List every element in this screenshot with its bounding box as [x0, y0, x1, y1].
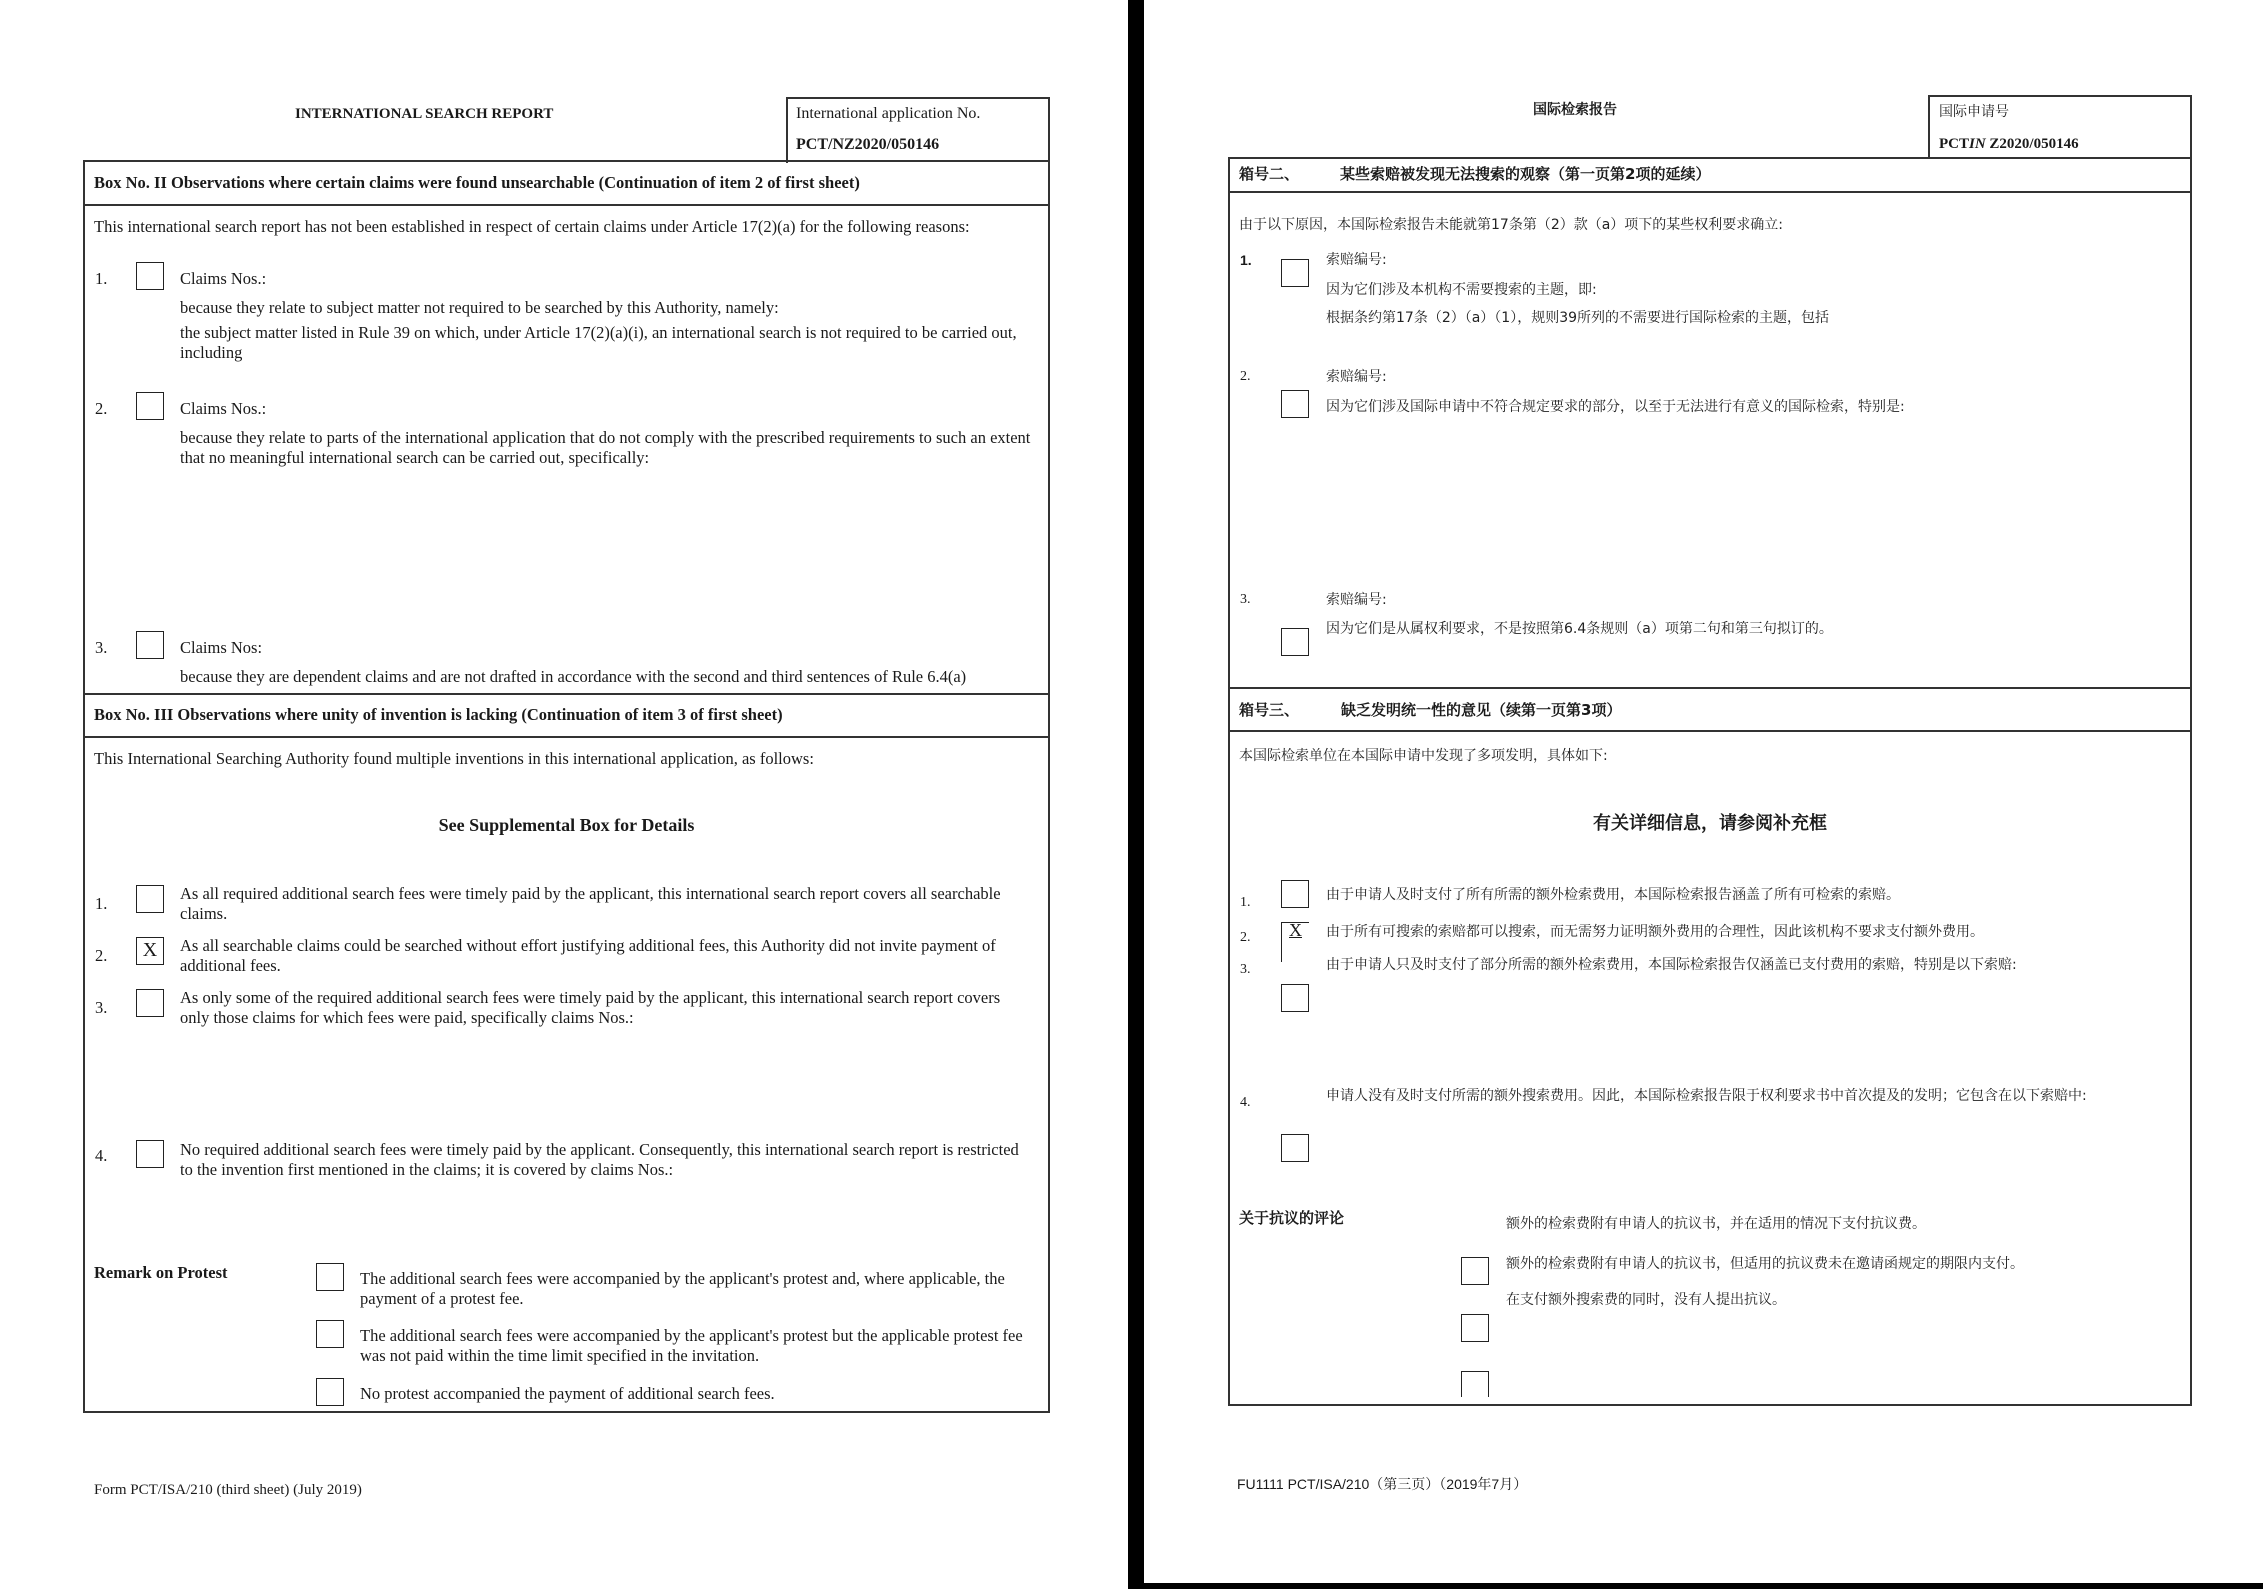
item-text-cn: 因为它们涉及本机构不需要搜索的主题，即:	[1326, 282, 1597, 298]
box3-header-cn: 缺乏发明统一性的意见（续第一页第3项）	[1341, 701, 1622, 719]
item-number: 3.	[1240, 592, 1251, 607]
claims-label-cn: 索赔编号:	[1326, 592, 1387, 608]
item-text: No required additional search fees were timely paid by the applicant. Consequently, this international search report is restricted to the invention first mentioned in the claims; it is covered by claims Nos.:	[180, 1140, 1019, 1179]
fee-checkbox-cn-4[interactable]	[1281, 1134, 1309, 1162]
item-number: 1.	[1240, 895, 1251, 910]
item-number: 3.	[95, 638, 108, 657]
box3-number-cn: 箱号三、	[1239, 701, 1300, 719]
item-text-cn: 由于所有可搜索的索赔都可以搜索，而无需努力证明额外费用的合理性，因此该机构不要求支付额外费用。	[1326, 924, 1984, 940]
claims-label: Claims Nos.:	[180, 399, 267, 418]
divider	[1228, 191, 2192, 193]
item-number: 3.	[95, 998, 108, 1017]
claims-checkbox-cn-1[interactable]	[1281, 259, 1309, 287]
box3-header: Box No. III Observations where unity of invention is lacking (Continuation of item 3 of first sheet)	[94, 705, 783, 724]
item-text: As only some of the required additional search fees were timely paid by the applicant, this international search report covers only those claims for which fees were paid, specifically claims Nos.:	[180, 988, 1001, 1027]
item-text: As all required additional search fees were timely paid by the applicant, this international search report covers all searchable claims.	[180, 884, 1001, 923]
fee-checkbox-cn-3[interactable]	[1281, 984, 1309, 1012]
fee-checkbox-cn-2-checked[interactable]: X	[1281, 922, 1309, 962]
box3-intro: This International Searching Authority found multiple inventions in this international application, as follows:	[94, 749, 814, 768]
item-text-cn: 因为它们涉及国际申请中不符合规定要求的部分，以至于无法进行有意义的国际检索，特别是:	[1326, 399, 1905, 415]
protest-checkbox-2[interactable]	[316, 1320, 344, 1348]
box2-header: Box No. II Observations where certain claims were found unsearchable (Continuation of item 2 of first sheet)	[94, 173, 860, 192]
protest-text: The additional search fees were accompanied by the applicant's protest but the applicable protest fee was not paid within the time limit specified in the invitation.	[360, 1326, 1023, 1365]
item-text-cn: 申请人没有及时支付所需的额外搜索费用。因此，本国际检索报告限于权利要求书中首次提及的发明；它包含在以下索赔中:	[1326, 1088, 2087, 1104]
box2-intro: This international search report has not been established in respect of certain claims under Article 17(2)(a) for the following reasons:	[94, 217, 970, 236]
item-number: 1.	[1240, 252, 1252, 268]
form-footer-cn: FU1111 PCT/ISA/210（第三页）（2019年7月）	[1237, 1476, 1528, 1492]
app-no-italic: IN	[1969, 136, 1986, 152]
report-title-cn: 国际检索报告	[1533, 102, 1617, 118]
item-number: 4.	[95, 1146, 108, 1165]
claims-label-cn: 索赔编号:	[1326, 369, 1387, 385]
item-number: 1.	[95, 894, 108, 913]
claims-checkbox-2[interactable]	[136, 392, 164, 420]
fee-checkbox-4[interactable]	[136, 1140, 164, 1168]
protest-text-cn: 额外的检索费附有申请人的抗议书，并在适用的情况下支付抗议费。	[1506, 1216, 1926, 1232]
divider	[1228, 730, 2192, 732]
box2-header-cn: 某些索赔被发现无法搜索的观察（第一页第2项的延续）	[1340, 165, 1711, 183]
supplemental-box-note: See Supplemental Box for Details	[438, 815, 695, 835]
report-title: INTERNATIONAL SEARCH REPORT	[295, 106, 554, 122]
item-number: 2.	[1240, 930, 1251, 945]
claims-label-cn: 索赔编号:	[1326, 252, 1387, 268]
app-no-suffix: Z2020/050146	[1985, 136, 2079, 152]
item-text-cn: 由于申请人及时支付了所有所需的额外检索费用，本国际检索报告涵盖了所有可检索的索赔。	[1326, 887, 1900, 903]
protest-text: No protest accompanied the payment of additional search fees.	[360, 1384, 775, 1403]
item-number: 3.	[1240, 962, 1251, 977]
application-number-value-cn[interactable]	[1939, 134, 2079, 154]
fee-checkbox-cn-1[interactable]	[1281, 880, 1309, 908]
item-text: the subject matter listed in Rule 39 on which, under Article 17(2)(a)(i), an international search is not required to be carried out, including	[180, 323, 1017, 362]
supplemental-box-note-cn: 有关详细信息，请参阅补充框	[1593, 813, 1827, 834]
item-number: 4.	[1240, 1095, 1251, 1110]
item-text: because they relate to subject matter not required to be searched by this Authority, namely:	[180, 298, 779, 317]
app-no-prefix: PCT	[1939, 136, 1969, 152]
fee-checkbox-1[interactable]	[136, 885, 164, 913]
item-text-cn: 根据条约第17条（2）（a）（1），规则39所列的不需要进行国际检索的主题，包括	[1326, 310, 1830, 326]
protest-text-cn: 额外的检索费附有申请人的抗议书，但适用的抗议费未在邀请函规定的期限内支付。	[1506, 1256, 2024, 1272]
fee-checkbox-2-checked[interactable]: X	[136, 937, 164, 965]
application-number-label-cn: 国际申请号	[1939, 104, 2009, 120]
protest-text-cn: 在支付额外搜索费的同时，没有人提出抗议。	[1506, 1292, 1786, 1308]
form-footer: Form PCT/ISA/210 (third sheet) (July 2019)	[94, 1482, 362, 1498]
claims-checkbox-cn-2[interactable]	[1281, 390, 1309, 418]
box3-intro-cn: 本国际检索单位在本国际申请中发现了多项发明，具体如下:	[1239, 748, 1608, 764]
item-number: 2.	[95, 399, 108, 418]
bottom-border	[1128, 1583, 2263, 1589]
protest-checkbox-cn-2[interactable]	[1461, 1314, 1489, 1342]
remark-on-protest-label-cn: 关于抗议的评论	[1239, 1209, 1345, 1227]
application-number-value[interactable]: PCT/NZ2020/050146	[796, 136, 940, 153]
item-text: As all searchable claims could be searched without effort justifying additional fees, this Authority did not invite payment of additional fees.	[180, 936, 996, 975]
divider	[1228, 687, 2192, 689]
protest-checkbox-3[interactable]	[316, 1378, 344, 1406]
application-number-label: International application No.	[796, 105, 981, 122]
divider	[83, 204, 1050, 206]
protest-checkbox-cn-3[interactable]	[1461, 1371, 1489, 1397]
item-number: 1.	[95, 269, 108, 288]
claims-checkbox-3[interactable]	[136, 631, 164, 659]
divider	[83, 736, 1050, 738]
item-text-cn: 因为它们是从属权利要求，不是按照第6.4条规则（a）项第二句和第三句拟订的。	[1326, 621, 1833, 637]
fee-checkbox-3[interactable]	[136, 989, 164, 1017]
item-text: because they are dependent claims and are not drafted in accordance with the second and third sentences of Rule 6.4(a)	[180, 667, 967, 686]
item-number: 2.	[95, 946, 108, 965]
divider	[83, 693, 1050, 695]
page-divider	[1128, 0, 1144, 1589]
protest-checkbox-1[interactable]	[316, 1263, 344, 1291]
box2-number-cn: 箱号二、	[1239, 165, 1300, 183]
claims-checkbox-cn-3[interactable]	[1281, 628, 1309, 656]
remark-on-protest-label: Remark on Protest	[94, 1263, 228, 1282]
claims-label: Claims Nos:	[180, 638, 263, 657]
claims-label: Claims Nos.:	[180, 269, 267, 288]
item-number: 2.	[1240, 369, 1251, 384]
protest-checkbox-cn-1[interactable]	[1461, 1257, 1489, 1285]
item-text-cn: 由于申请人只及时支付了部分所需的额外检索费用，本国际检索报告仅涵盖已支付费用的索赔，特别是以下索赔:	[1326, 957, 2017, 973]
protest-text: The additional search fees were accompanied by the applicant's protest and, where applicable, the payment of a protest fee.	[360, 1269, 1005, 1308]
box2-intro-cn: 由于以下原因，本国际检索报告未能就第17条第（2）款（a）项下的某些权利要求确立:	[1239, 217, 1784, 233]
item-text: because they relate to parts of the international application that do not comply with the prescribed requirements to such an extent that no meaningful international search can be carried out, specifically:	[180, 428, 1031, 467]
claims-checkbox-1[interactable]	[136, 262, 164, 290]
